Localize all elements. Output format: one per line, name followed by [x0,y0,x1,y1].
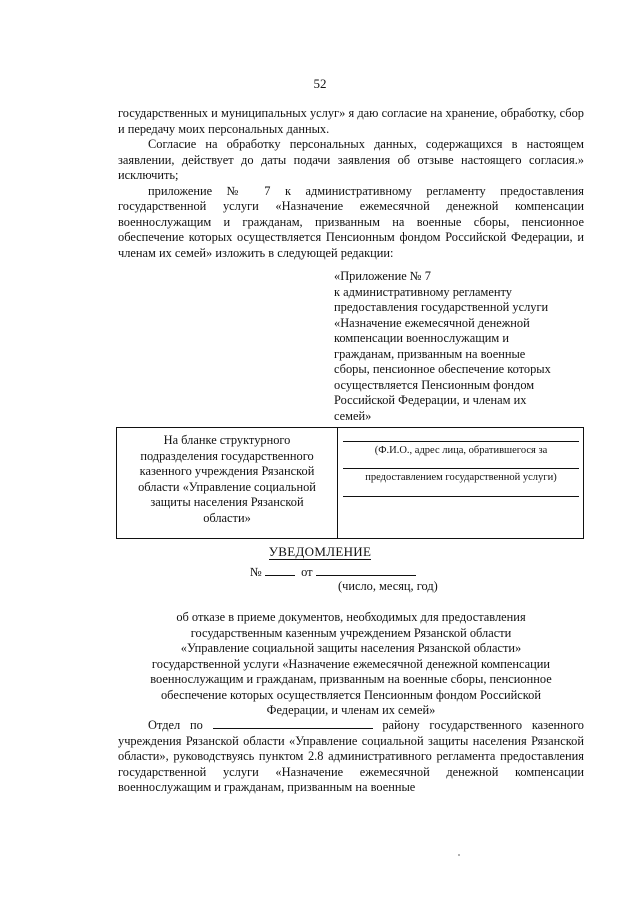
appendix-line: семей» [334,408,372,423]
service-caption: предоставлением государственной услуги) [365,472,557,483]
paragraph-consent-end: государственных и муниципальных услуг» я даю согласие на хранение, обработку, сбор и передачу моих персональных данных. [118,106,584,136]
refusal-line: об отказе в приеме документов, необходимых для предоставления [176,610,526,624]
refusal-line: обеспечение которых осуществляется Пенсионным фондом Российской [160,687,542,702]
fio-caption: (Ф.И.О., адрес лица, обратившегося за [374,445,548,456]
district-blank [213,718,373,729]
date-caption: (число, месяц, год) [338,579,438,593]
letterhead-line: защиты населения Рязанской [150,495,304,509]
notice-number-line [250,564,416,580]
refusal-line: государственным казенным учреждением Рязанской области [190,625,512,640]
form-header-box [116,427,584,539]
refusal-line: государственной услуги «Назначение ежемесячной денежной компенсации [151,656,551,671]
paragraph-appendix-7: приложение № 7 к административному регламенту предоставления государственной услуги «Назначение ежемесячной денежной компенсации военнослужащим и гражданам, призванным на военные сборы, пенсионное обеспечение которых осуществляется Пенсионным фондом Российской Федерации, и членам их семей» изложить в следующей редакции: [118,183,584,260]
notice-title-text: УВЕДОМЛЕНИЕ [268,544,372,559]
appendix-line: сборы, пенсионное обеспечение которых [334,362,551,376]
appendix-header [334,269,586,424]
refusal-line: Федерации, и членам их семей» [266,703,436,717]
letterhead-line: На бланке структурного [163,433,291,447]
paragraph-consent-validity: Согласие на обработку персональных данных, содержащихся в настоящем заявлении, действует до даты подачи заявления об отзыве настоящего согласия.» исключить; [118,137,584,182]
number-label: № [250,565,262,579]
department-text [118,718,584,796]
appendix-line: гражданам, призванным на военные [334,346,526,361]
recipient-line [343,441,579,442]
department-prefix: Отдел по [148,718,203,732]
body-text-top [118,106,584,261]
appendix-line: «Приложение № 7 [334,269,431,283]
refusal-subject [110,610,592,719]
appendix-line: к административному регламенту [334,284,512,299]
page-number: 52 [313,76,327,91]
box-divider [337,428,338,538]
refusal-line: военнослужащим и гражданам, призванным на военные сборы, пенсионное [150,672,552,686]
date-blank [316,564,416,576]
recipient-line [343,468,579,469]
appendix-line: компенсации военнослужащим и [334,331,509,345]
department-paragraph [118,718,584,796]
appendix-line: осуществляется Пенсионным фондом [334,377,535,392]
recipient-line [343,496,579,497]
letterhead-line: области» [203,510,251,525]
appendix-line: предоставления государственной услуги [334,300,549,314]
refusal-line: «Управление социальной защиты населения Рязанской области» [180,641,522,655]
scan-speck [458,854,460,856]
notice-title [0,544,640,560]
from-label: от [301,565,313,579]
letterhead-line: области «Управление социальной [138,479,316,494]
letterhead-line: подразделения государственного [140,448,314,463]
letterhead-note [123,433,331,526]
appendix-line: «Назначение ежемесячной денежной [334,315,530,330]
department-suffix: району государственного казенного учреждения Рязанской области «Управление социальной защиты населения Рязанской области», руководствуясь пунктом 2.8 административного регламента предоставления государственной услуги «Назначение ежемесячной денежной компенсации военнослужащим и гражданам, призванным на военные [118,718,584,794]
appendix-line: Российской Федерации, и членам их [334,393,527,407]
number-blank [265,564,295,576]
letterhead-line: казенного учреждения Рязанской [139,464,315,478]
